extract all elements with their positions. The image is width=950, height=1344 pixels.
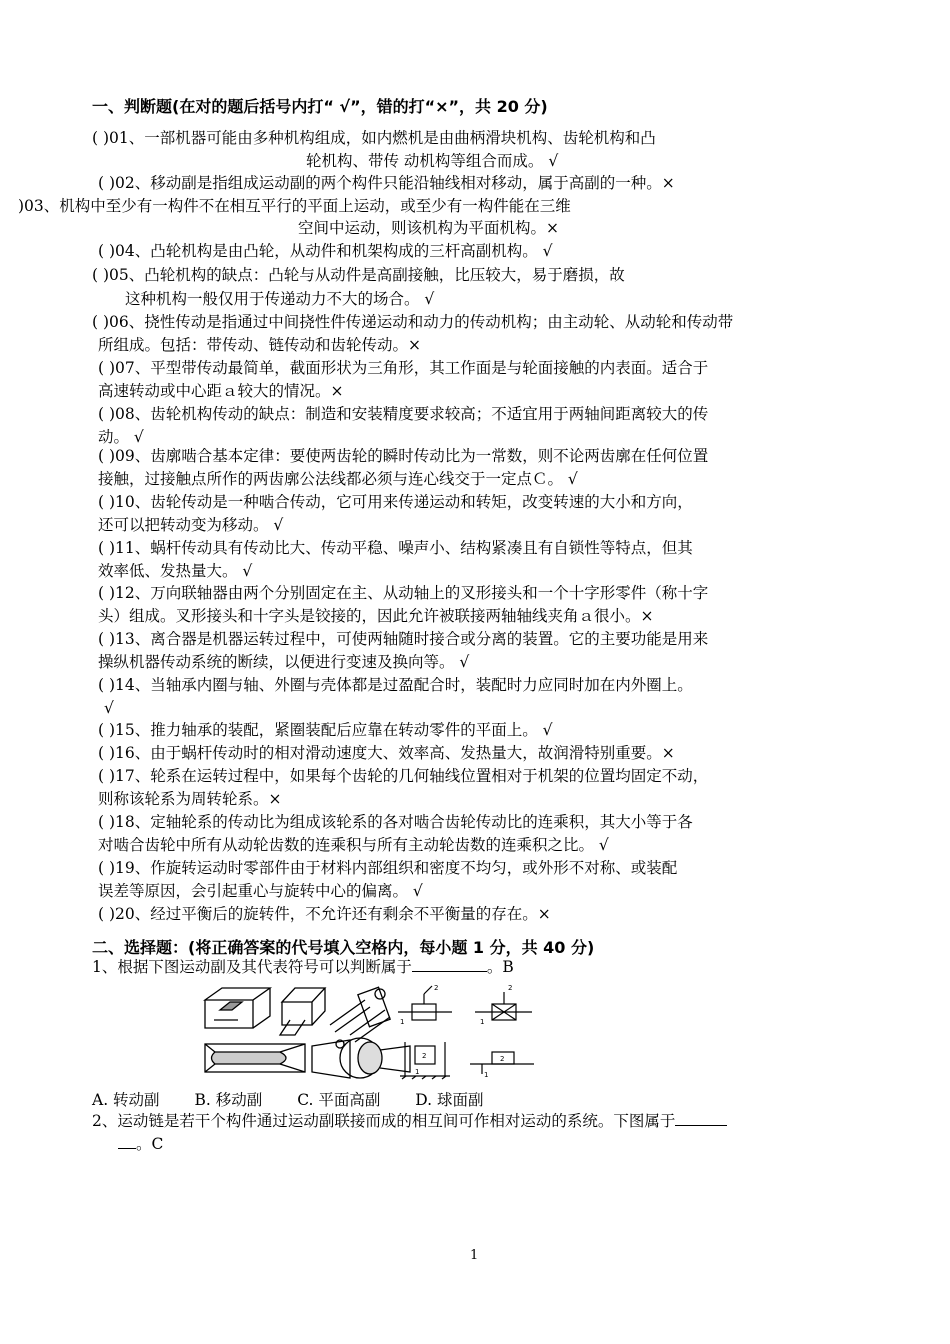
answer-blank-2-cont	[118, 1134, 136, 1149]
q06-line1: ( )06、挠性传动是指通过中间挠性件传递运动和动力的传动机构；由主动轮、从动轮和传动带	[92, 313, 734, 331]
option-d: D. 球面副	[415, 1091, 484, 1109]
q13-line1: ( )13、离合器是机器运转过程中，可使两轴随时接合或分离的装置。它的主要功能是用来	[98, 630, 709, 648]
q14-line1: ( )14、当轴承内圈与轴、外圈与壳体都是过盈配合时，装配时力应同时加在内外圈上。	[98, 676, 693, 694]
q05-line1: ( )05、凸轮机构的缺点：凸轮与从动件是高副接触，比压较大，易于磨损，故	[92, 266, 625, 284]
q18-line1: ( )18、定轴轮系的传动比为组成该轮系的各对啮合齿轮传动比的连乘积，其大小等于各	[98, 813, 693, 831]
prismatic-symbol-3	[400, 1042, 450, 1079]
q01-line2: 轮机构、带传 动机构等组合而成。 √	[306, 152, 559, 170]
q19-line2: 误差等原因，会引起重心与旋转中心的偏离。 √	[98, 882, 423, 900]
q09-line2: 接触，过接触点所作的两齿廓公法线都必须与连心线交于一定点Ｃ。 √	[98, 470, 578, 488]
q12-line2: 头）组成。叉形接头和十字头是铰接的，因此允许被联接两轴轴线夹角ａ很小。×	[98, 607, 654, 625]
fig-label-1c: 1	[415, 1068, 420, 1076]
q19-line1: ( )19、作旋转运动时零部件由于材料内部组织和密度不均匀，或外形不对称、或装配	[98, 859, 678, 877]
spline-shaft-illustration	[312, 1038, 410, 1078]
option-a: A. 转动副	[92, 1091, 160, 1109]
fig-label-2b: 2	[508, 984, 513, 992]
q15-line1: ( )15、推力轴承的装配，紧圈装配后应靠在转动零件的平面上。 √	[98, 721, 553, 739]
q10-line1: ( )10、齿轮传动是一种啮合传动，它可用来传递运动和转矩，改变转速的大小和方向，	[98, 493, 693, 511]
q13-line2: 操纵机器传动系统的断续，以便进行变速及换向等。 √	[98, 653, 470, 671]
q09-line1: ( )09、齿廓啮合基本定律：要使两齿轮的瞬时传动比为一常数，则不论两齿廓在任何位置	[98, 447, 709, 465]
q1-question	[92, 956, 514, 978]
answer-blank-2	[675, 1111, 727, 1126]
q17-line2: 则称该轮系为周转轮系。×	[98, 790, 282, 808]
q2-text: 2、运动链是若干个构件通过运动副联接而成的相互间可作相对运动的系统。下图属于	[92, 1112, 676, 1130]
q04-line1: ( )04、凸轮机构是由凸轮，从动件和机架构成的三杆高副机构。 √	[98, 242, 553, 260]
fig-label-1d: 1	[484, 1071, 489, 1079]
q17-line1: ( )17、轮系在运转过程中，如果每个齿轮的几何轴线位置相对于机架的位置均固定不动，	[98, 767, 709, 785]
q01-line1: ( )01、一部机器可能由多种机构组成，如内燃机是由曲柄滑块机构、齿轮机构和凸	[92, 129, 656, 147]
q12-line1: ( )12、万向联轴器由两个分别固定在主、从动轴上的叉形接头和一个十字形零件（称十字	[98, 584, 709, 602]
q02-line1: ( )02、移动副是指组成运动副的两个构件只能沿轴线相对移动，属于高副的一种。×	[98, 174, 675, 192]
q11-line1: ( )11、蜗杆传动具有传动比大、传动平稳、噪声小、结构紧凑且有自锁性等特点，但其	[98, 539, 693, 557]
q05-line2: 这种机构一般仅用于传递动力不大的场合。 √	[125, 290, 435, 308]
q07-line1: ( )07、平型带传动最简单，截面形状为三角形，其工作面是与轮面接触的内表面。适合于	[98, 359, 709, 377]
q06-line2: 所组成。包括：带传动、链传动和齿轮传动。×	[98, 336, 421, 354]
q1-options	[92, 1088, 514, 1110]
q08-line1: ( )08、齿轮机构传动的缺点：制造和安装精度要求较高；不适宜用于两轴间距离较大的传	[98, 405, 709, 423]
q03-line1: )03、机构中至少有一构件不在相互平行的平面上运动，或至少有一构件能在三维	[18, 197, 571, 215]
pin-shaft-illustration	[330, 987, 390, 1048]
fig-label-2d: 2	[500, 1055, 505, 1063]
prism-block-illustration	[205, 988, 270, 1028]
q11-line2: 效率低、发热量大。 √	[98, 562, 253, 580]
q1-prefix: 1、根据下图运动副及其代表符号可以判断属于	[92, 958, 412, 976]
fig-label-1b: 1	[480, 1018, 485, 1026]
q10-line2: 还可以把转动变为移动。 √	[98, 516, 284, 534]
q20-line1: ( )20、经过平衡后的旋转件，不允许还有剩余不平衡量的存在。×	[98, 905, 551, 923]
q2-suffix: 。C	[136, 1135, 164, 1153]
q07-line2: 高速转动或中心距ａ较大的情况。×	[98, 382, 344, 400]
fig-label-1: 1	[400, 1018, 405, 1026]
q1-suffix: 。B	[486, 958, 514, 976]
q08-line2: 动。 √	[98, 428, 144, 446]
prismatic-symbol-2	[475, 984, 532, 1026]
q18-line2: 对啮合齿轮中所有从动轮齿数的连乘积与所有主动轮齿数的连乘积之比。 √	[98, 836, 609, 854]
q2-line2	[118, 1133, 163, 1155]
section1-heading: 一、判断题(在对的题后括号内打“ √”，错的打“×”，共 20 分)	[92, 97, 548, 116]
page-number: 1	[470, 1248, 479, 1263]
prismatic-symbol-1	[398, 984, 452, 1026]
fig-label-2c: 2	[422, 1052, 427, 1060]
q16-line1: ( )16、由于蜗杆传动时的相对滑动速度大、效率高、发热量大，故润滑特别重要。×	[98, 744, 675, 762]
kinematic-pair-figure	[200, 980, 540, 1084]
slider-bar-illustration	[280, 988, 325, 1035]
q14-line2: √	[104, 699, 114, 717]
prismatic-symbol-4	[470, 1052, 534, 1079]
fig-label-2: 2	[434, 984, 439, 992]
option-c: C. 平面高副	[297, 1091, 381, 1109]
q03-line2: 空间中运动，则该机构为平面机构。×	[298, 219, 559, 237]
slot-illustration	[205, 1044, 305, 1072]
answer-blank	[412, 957, 487, 972]
option-b: B. 移动副	[194, 1091, 263, 1109]
q2-line1	[92, 1110, 727, 1132]
section2-heading: 二、选择题：(将正确答案的代号填入空格内，每小题 1 分，共 40 分)	[92, 938, 595, 957]
